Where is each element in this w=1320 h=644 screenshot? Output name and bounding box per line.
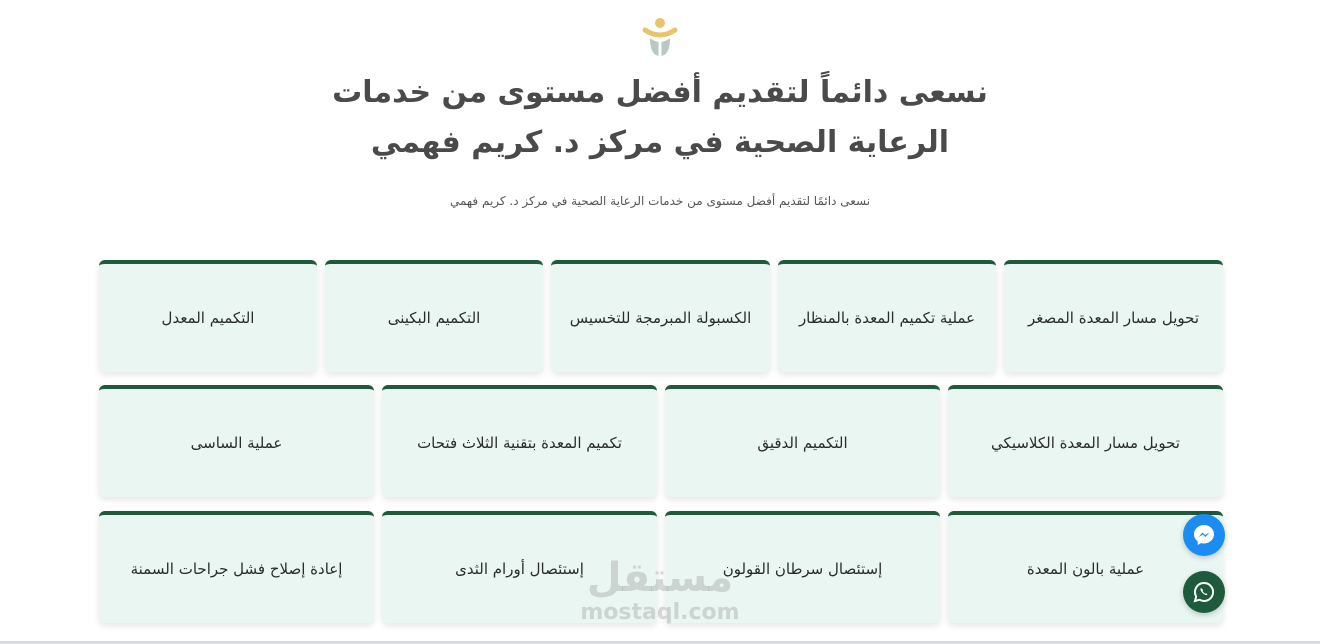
service-card-label: تكميم المعدة بتقنية الثلاث فتحات xyxy=(417,434,622,452)
service-card-label: تحويل مسار المعدة الكلاسيكي xyxy=(991,434,1180,452)
service-card-label: عملية بالون المعدة xyxy=(1026,560,1145,578)
service-card-label: التكميم المعدل xyxy=(161,309,255,327)
service-card[interactable] xyxy=(99,385,374,497)
service-card[interactable] xyxy=(551,260,770,372)
page-title-line-1: نسعى دائماً لتقديم أفضل مستوى من خدمات xyxy=(332,75,988,110)
page-title-line-2: الرعاية الصحية في مركز د. كريم فهمي xyxy=(370,125,950,160)
service-card[interactable] xyxy=(665,511,940,623)
service-card[interactable] xyxy=(778,260,996,372)
service-card[interactable] xyxy=(99,511,374,623)
service-card-label: إستئصال أورام الثدى xyxy=(455,560,584,578)
service-card[interactable] xyxy=(948,511,1223,623)
messenger-icon xyxy=(1192,523,1216,547)
service-card[interactable] xyxy=(382,511,657,623)
service-card-label: التكميم البكينى xyxy=(387,309,481,327)
service-card[interactable] xyxy=(948,385,1223,497)
page-subtitle: نسعى دائمًا لتقديم أفضل مستوى من خدمات الرعاية الصحية في مركز د. كريم فهمي xyxy=(449,194,871,208)
service-card[interactable] xyxy=(382,385,657,497)
service-card-label: إعادة إصلاح فشل جراحات السمنة xyxy=(130,560,343,578)
service-card-label: الكسبولة المبرمجة للتخسيس xyxy=(569,309,752,327)
service-card[interactable] xyxy=(325,260,543,372)
service-card[interactable] xyxy=(99,260,317,372)
whatsapp-icon xyxy=(1192,580,1216,604)
watermark-arabic: مستقل xyxy=(586,555,734,601)
service-card-label: التكميم الدقيق xyxy=(757,434,848,452)
service-card-label: عملية تكميم المعدة بالمنظار xyxy=(798,309,976,327)
watermark-latin: mostaql.com xyxy=(580,600,740,625)
service-card[interactable] xyxy=(1004,260,1223,372)
service-card-label: تحويل مسار المعدة المصغر xyxy=(1028,309,1199,327)
service-card-label: عملية الساسى xyxy=(190,434,283,452)
messenger-button[interactable] xyxy=(1183,514,1225,556)
service-card[interactable] xyxy=(665,385,940,497)
whatsapp-button[interactable] xyxy=(1183,571,1225,613)
service-card-label: إستئصال سرطان القولون xyxy=(722,560,883,578)
